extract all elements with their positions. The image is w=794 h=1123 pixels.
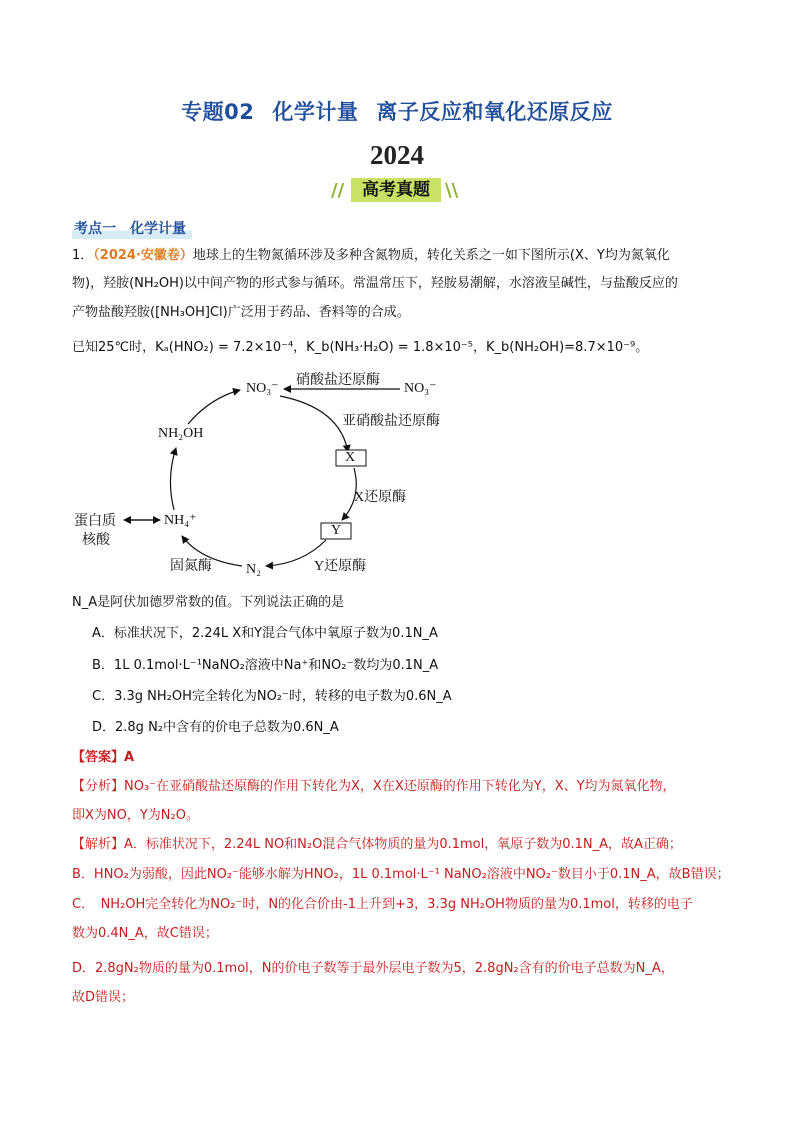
page-title — [0, 96, 794, 126]
label-protein: 蛋白质 — [74, 514, 116, 529]
arrow-nh2oh-to-no3 — [188, 390, 240, 424]
stem-text-1: 地球上的生物氮循环涉及多种含氮物质，转化关系之一如下图所示(X、Y均为氮氧化 — [192, 248, 670, 263]
cycle-svg — [70, 368, 470, 584]
explanation-d-1: D．2.8gN₂物质的量为0.1mol，N的价电子数等于最外层电子数为5，2.8gN₂含有的价电子总数为N_A， — [72, 961, 674, 976]
title-part-a: 化学计量 — [272, 100, 359, 124]
nitrogen-cycle-diagram — [70, 368, 470, 584]
question-stem-line-1 — [72, 246, 732, 266]
explanation-d-2: 故D错误； — [72, 990, 135, 1005]
section-label: 考点一 化学计量 — [72, 218, 192, 239]
analysis-line-1: 【分析】NO₃⁻在亚硝酸盐还原酶的作用下转化为X，X在X还原酶的作用下转化为Y，X、Y均为氮氧化物， — [72, 779, 676, 794]
explanation-a: 【解析】A．标准状况下，2.24L NO和N₂O混合气体物质的量为0.1mol，氧原子数为0.1N_A，故A正确； — [72, 837, 682, 852]
year-heading: 2024 — [370, 140, 424, 170]
label-box-y: Y — [331, 523, 342, 538]
label-enzyme-nitrite: 亚硝酸盐还原酶 — [342, 414, 440, 429]
explanation-c-1: C． NH₂OH完全转化为NO₂⁻时，N的化合价由-1上升到+3，3.3g NH₂OH物质的量为0.1mol，转移的电子 — [72, 897, 693, 912]
arrow-nh4-to-nh2oh — [170, 448, 176, 510]
label-n2: N₂ — [246, 562, 261, 577]
label-no3-right: NO₃⁻ — [404, 381, 437, 396]
answer-line: 【答案】A — [72, 750, 135, 765]
question-stem-line-3: 产物盐酸羟胺([NH₃OH]Cl)广泛用于药品、香料等的合成。 — [72, 305, 410, 320]
badge-slash-right-icon: \\ — [445, 180, 459, 201]
question-number: 1． — [72, 248, 94, 263]
constants-line: 已知25℃时，Kₐ(HNO₂) = 7.2×10⁻⁴，K_b(NH₃·H₂O) = 1.8×10⁻⁵，K_b(NH₂OH)=8.7×10⁻⁹。 — [72, 340, 649, 355]
explanation-b: B．HNO₂为弱酸，因此NO₂⁻能够水解为HNO₂，1L 0.1mol·L⁻¹ NaNO₂溶液中NO₂⁻数目小于0.1N_A，故B错误； — [72, 867, 730, 882]
title-prefix: 专题02 — [181, 100, 255, 124]
label-nucleic: 核酸 — [82, 533, 110, 548]
badge-label: 高考真题 — [362, 180, 430, 200]
option-b[interactable]: B．1L 0.1mol·L⁻¹NaNO₂溶液中Na⁺和NO₂⁻数均为0.1N_A — [92, 658, 439, 673]
label-enzyme-x: X还原酶 — [354, 490, 407, 505]
label-enzyme-y: Y还原酶 — [314, 559, 367, 574]
label-nh4: NH₄⁺ — [164, 513, 197, 528]
analysis-line-2: 即X为NO，Y为N₂O。 — [72, 808, 199, 823]
label-no3-top: NO₃⁻ — [246, 381, 279, 396]
badge-slash-left-icon: // — [331, 180, 345, 201]
option-d[interactable]: D．2.8g N₂中含有的价电子总数为0.6N_A — [92, 720, 339, 735]
question-stem-line-2: 物)，羟胺(NH₂OH)以中间产物的形式参与循环。常温常压下，羟胺易潮解，水溶液呈碱性，与盐酸反应的 — [72, 276, 678, 291]
explanation-c-2: 数为0.4N_A，故C错误； — [72, 926, 218, 941]
title-part-b: 离子反应和氧化还原反应 — [376, 100, 613, 124]
arrow-nitrite — [280, 396, 348, 452]
option-a[interactable]: A．标准状况下，2.24L X和Y混合气体中氧原子数为0.1N_A — [92, 626, 438, 641]
label-enzyme-fix: 固氮酶 — [170, 559, 212, 574]
label-nh2oh: NH₂OH — [158, 426, 204, 441]
label-box-x: X — [345, 450, 356, 465]
option-c[interactable]: C．3.3g NH₂OH完全转化为NO₂⁻时，转移的电子数为0.6N_A — [92, 689, 452, 704]
badge — [329, 176, 465, 204]
label-enzyme-nitrate: 硝酸盐还原酶 — [296, 373, 380, 388]
question-source: （2024·安徽卷） — [93, 248, 193, 263]
na-statement: N_A是阿伏加德罗常数的值。下列说法正确的是 — [72, 595, 345, 610]
